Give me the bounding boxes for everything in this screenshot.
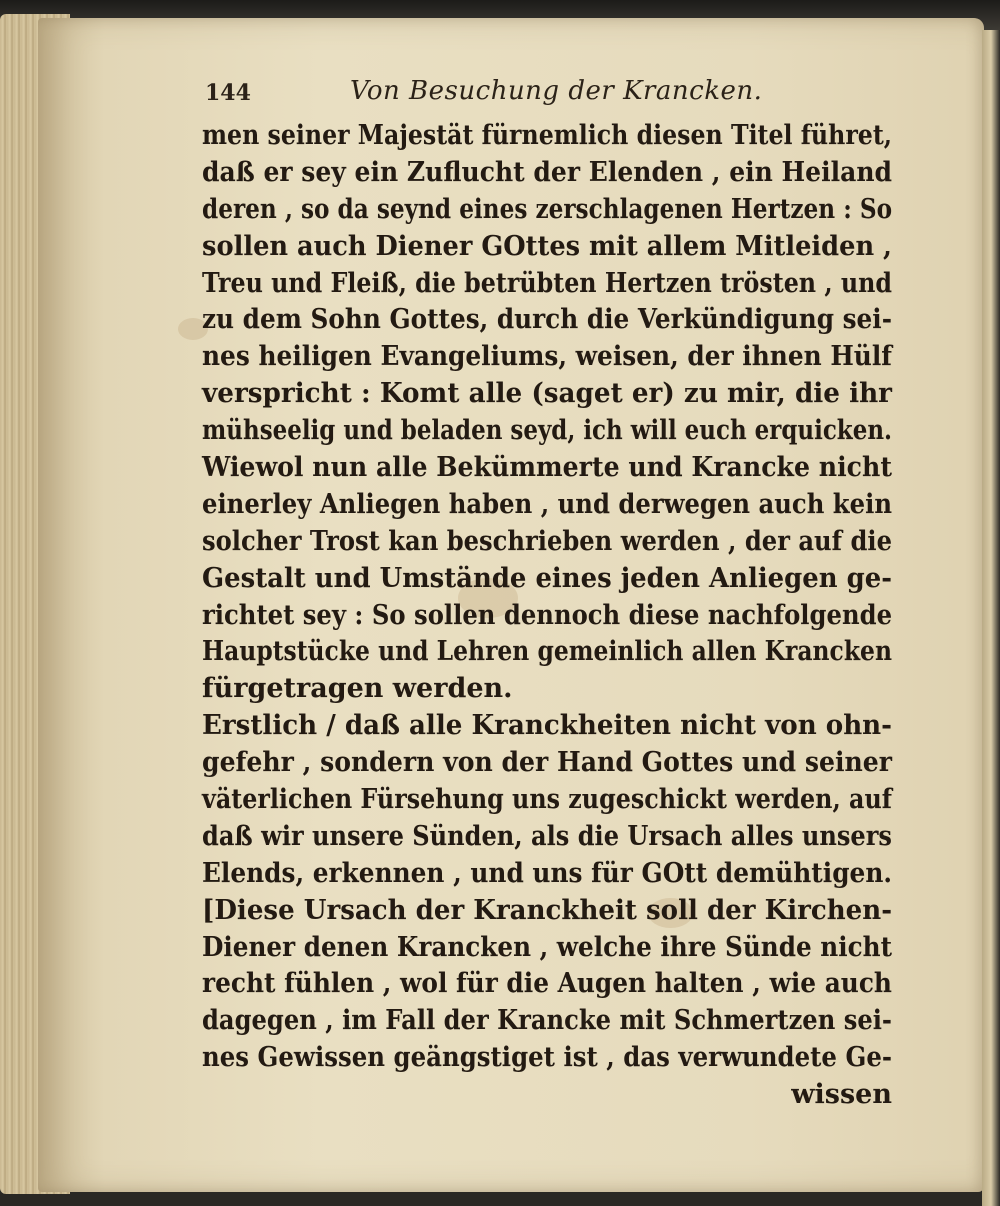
text-line: mühseelig und beladen seyd, ich will euch erquicken. bbox=[202, 415, 893, 447]
text-line: nes heiligen Evangeliums, weisen, der ihnen Hülf bbox=[202, 341, 892, 373]
text-line: Hauptstücke und Lehren gemeinlich allen Krancken bbox=[202, 636, 892, 668]
page-number: 144 bbox=[205, 80, 251, 106]
text-line: Gestalt und Umstände eines jeden Anliegen ge- bbox=[202, 562, 892, 594]
text-line: richtet sey : So sollen dennoch diese nachfolgende bbox=[202, 599, 893, 631]
text-line: gefehr , sondern von der Hand Gottes und seiner bbox=[202, 747, 893, 779]
text-line: fürgetragen werden. bbox=[202, 673, 513, 705]
text-line: [Diese Ursach der Kranckheit soll der Kirchen- bbox=[202, 894, 893, 926]
text-line: Wiewol nun alle Bekümmerte und Krancke nicht bbox=[202, 452, 892, 484]
text-line: Diener denen Krancken , welche ihre Sünde nicht bbox=[202, 931, 892, 963]
text-line: Elends, erkennen , und uns für GOtt demühtigen. bbox=[202, 857, 893, 889]
text-line: solcher Trost kan beschrieben werden , der auf die bbox=[202, 525, 893, 557]
page-header bbox=[205, 72, 895, 112]
text-line: Treu und Fleiß, die betrübten Hertzen trösten , und bbox=[202, 267, 893, 299]
text-line: zu dem Sohn Gottes, durch die Verkündigung sei- bbox=[202, 304, 892, 336]
body-text bbox=[202, 118, 892, 1114]
text-line: einerley Anliegen haben , und derwegen auch kein bbox=[202, 488, 892, 520]
text-line: sollen auch Diener GOttes mit allem Mitleiden , bbox=[202, 230, 892, 262]
text-line: deren , so da seynd eines zerschlagenen Hertzen : So bbox=[202, 193, 893, 225]
running-title: Von Besuchung der Krancken. bbox=[350, 76, 763, 106]
text-line: Erstlich / daß alle Kranckheiten nicht von ohn- bbox=[202, 710, 893, 742]
text-line: nes Gewissen geängstiget ist , das verwundete Ge- bbox=[202, 1042, 892, 1074]
text-line: väterlichen Fürsehung uns zugeschickt werden, auf bbox=[202, 784, 892, 816]
text-line: dagegen , im Fall der Krancke mit Schmertzen sei- bbox=[202, 1005, 892, 1037]
text-line: recht fühlen , wol für die Augen halten , wie auch bbox=[202, 968, 892, 1000]
catchword: wissen bbox=[791, 1079, 892, 1111]
text-line: men seiner Majestät fürnemlich diesen Titel führet, bbox=[202, 120, 892, 151]
text-line: daß wir unsere Sünden, als die Ursach alles unsers bbox=[202, 820, 892, 852]
text-line: daß er sey ein Zuflucht der Elenden , ein Heiland bbox=[202, 156, 893, 188]
right-page-edge bbox=[982, 30, 1000, 1206]
text-line: verspricht : Komt alle (saget er) zu mir, die ihr bbox=[202, 378, 892, 410]
